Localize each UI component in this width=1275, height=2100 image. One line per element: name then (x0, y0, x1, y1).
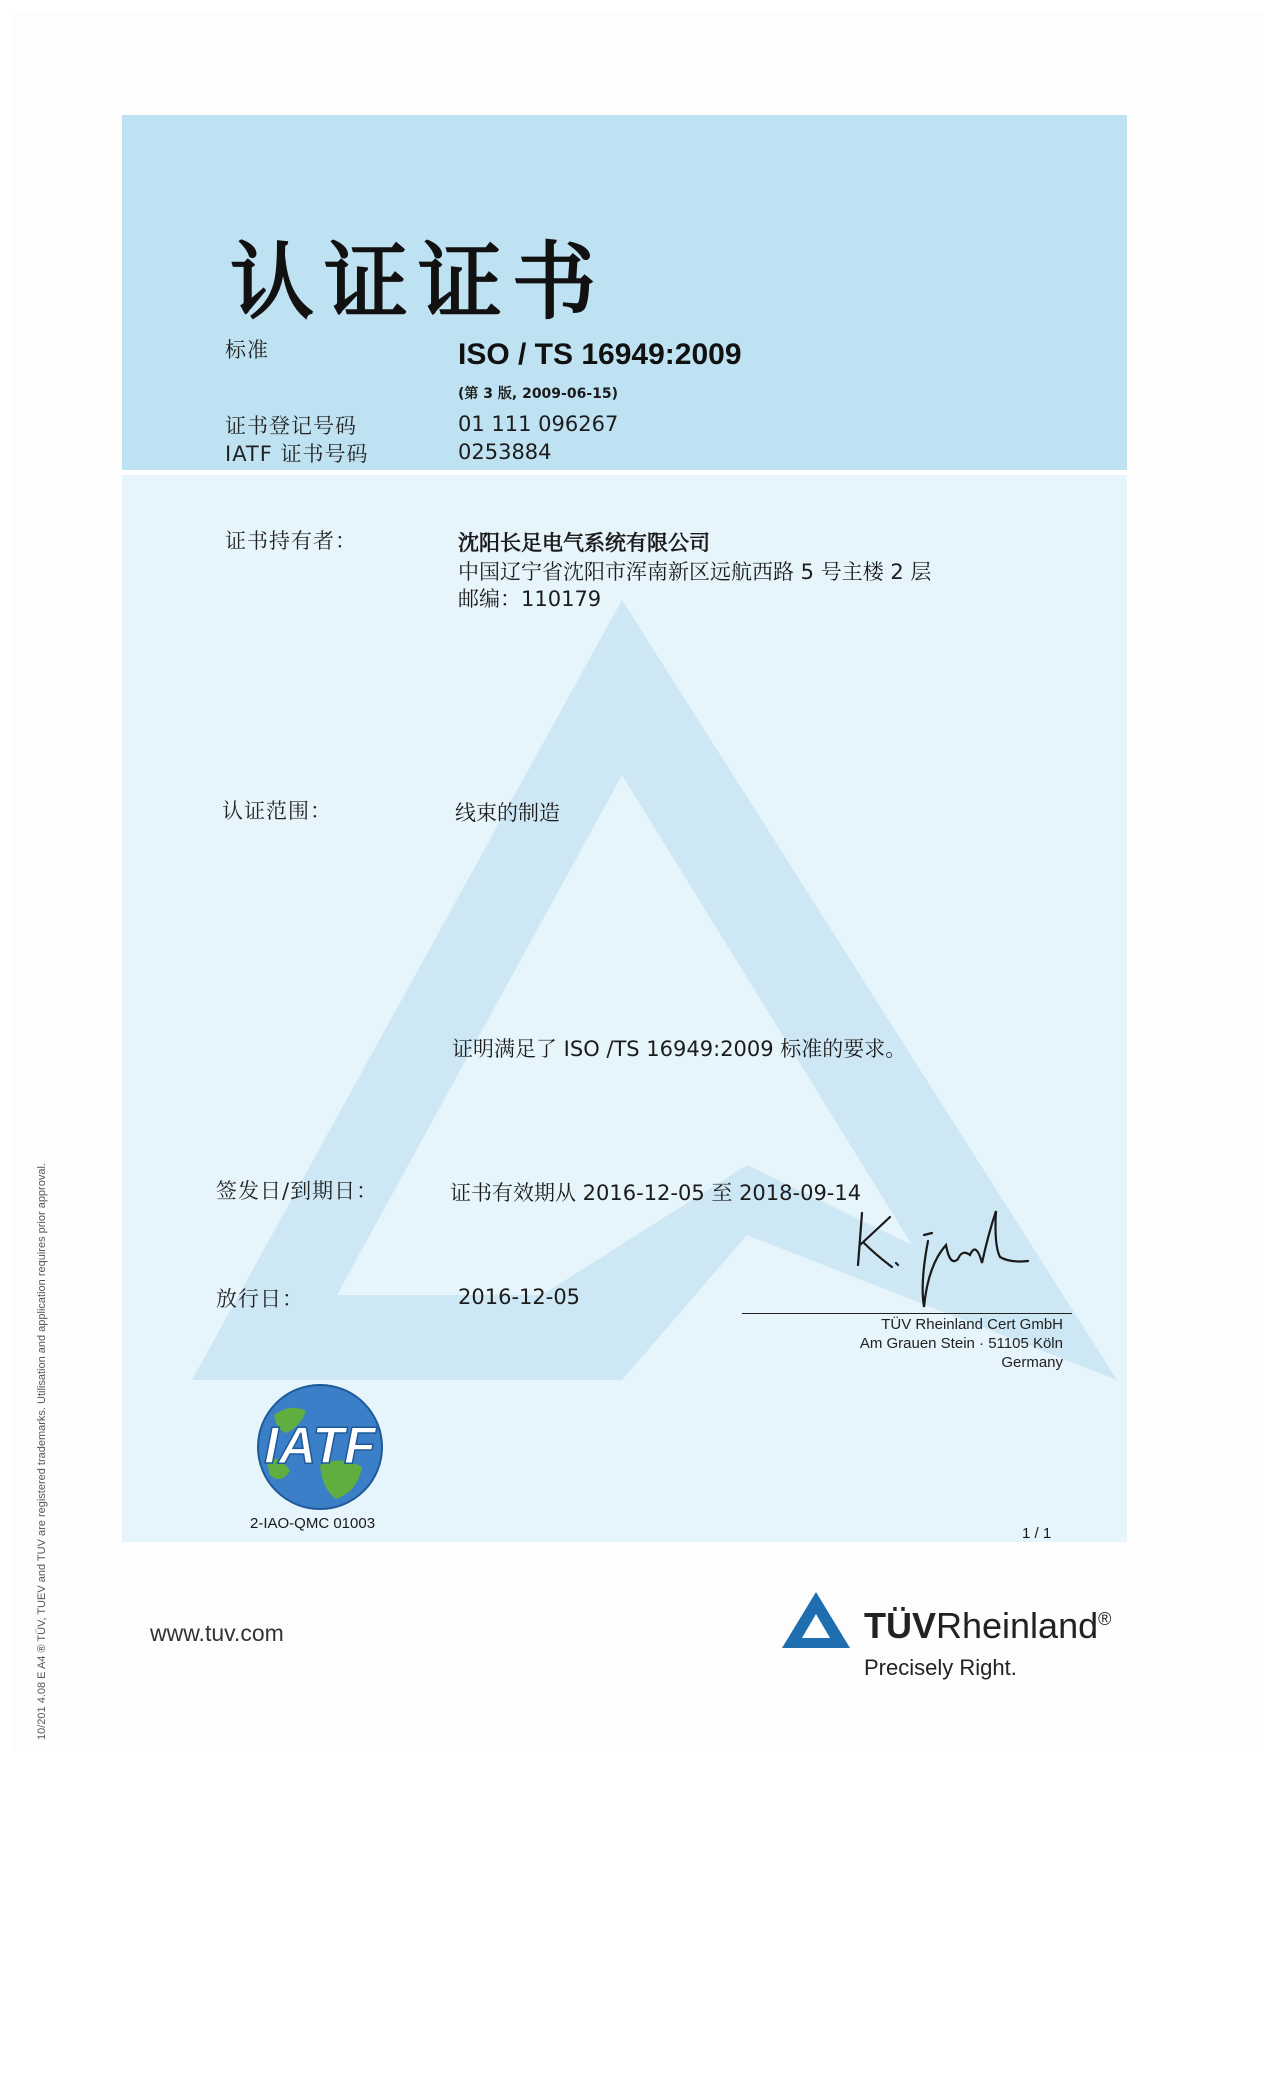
standard-edition: (第 3 版, 2009-06-15) (458, 386, 619, 402)
certificate-title: 认证证书 (230, 232, 607, 331)
standard-value: ISO / TS 16949:2009 (458, 338, 742, 371)
registered-mark: ® (1098, 1609, 1112, 1629)
website: www.tuv.com (150, 1620, 284, 1646)
signature-line (742, 1313, 1072, 1314)
issuer-line-2: Am Grauen Stein · 51105 Köln (859, 1335, 1063, 1352)
conformity-statement: 证明满足了 ISO /TS 16949:2009 标准的要求。 (452, 1037, 907, 1061)
validity-value: 证书有效期从 2016-12-05 至 2018-09-14 (450, 1181, 862, 1205)
issue-value: 2016-12-05 (458, 1285, 581, 1309)
scope-label: 认证范围： (222, 799, 332, 823)
scope-value: 线束的制造 (455, 801, 560, 825)
validity-label: 签发日/到期日： (216, 1179, 379, 1203)
iatf-logo-text: IATF (264, 1417, 376, 1475)
header-separator (122, 470, 1127, 475)
reg-no-label: 证书登记号码 (225, 414, 357, 438)
page-number: 1 / 1 (1022, 1525, 1052, 1542)
standard-label: 标准 (225, 338, 269, 362)
tuv-slogan: Precisely Right. (864, 1655, 1017, 1680)
tuv-brand-bold: TÜV (864, 1605, 936, 1646)
issuer-line-1: TÜV Rheinland Cert GmbH (881, 1316, 1063, 1333)
tuv-brand (864, 1605, 1111, 1647)
holder-postcode: 邮编：110179 (458, 587, 602, 611)
tuv-brand-regular: Rheinland (936, 1605, 1099, 1646)
iatf-logo-icon (240, 1375, 400, 1515)
issuer-line-3: Germany (1001, 1354, 1063, 1371)
iatf-no-value: 0253884 (458, 440, 552, 464)
tuv-triangle-icon (780, 1590, 852, 1652)
signature-icon (850, 1205, 1040, 1315)
reg-no-value: 01 111 096267 (458, 412, 619, 436)
holder-label: 证书持有者： (225, 529, 357, 553)
iatf-code: 2-IAO-QMC 01003 (250, 1515, 376, 1532)
holder-name: 沈阳长足电气系统有限公司 (458, 531, 710, 555)
issue-label: 放行日： (216, 1287, 304, 1311)
trademark-side-text: 10/201 4.08 E A4 ® TÜV, TUEV and TUV are registered trademarks. Utilisation and application requires prior approval. (36, 1163, 48, 1740)
iatf-no-label: IATF 证书号码 (225, 442, 369, 466)
holder-address: 中国辽宁省沈阳市浑南新区远航西路 5 号主楼 2 层 (458, 560, 932, 584)
